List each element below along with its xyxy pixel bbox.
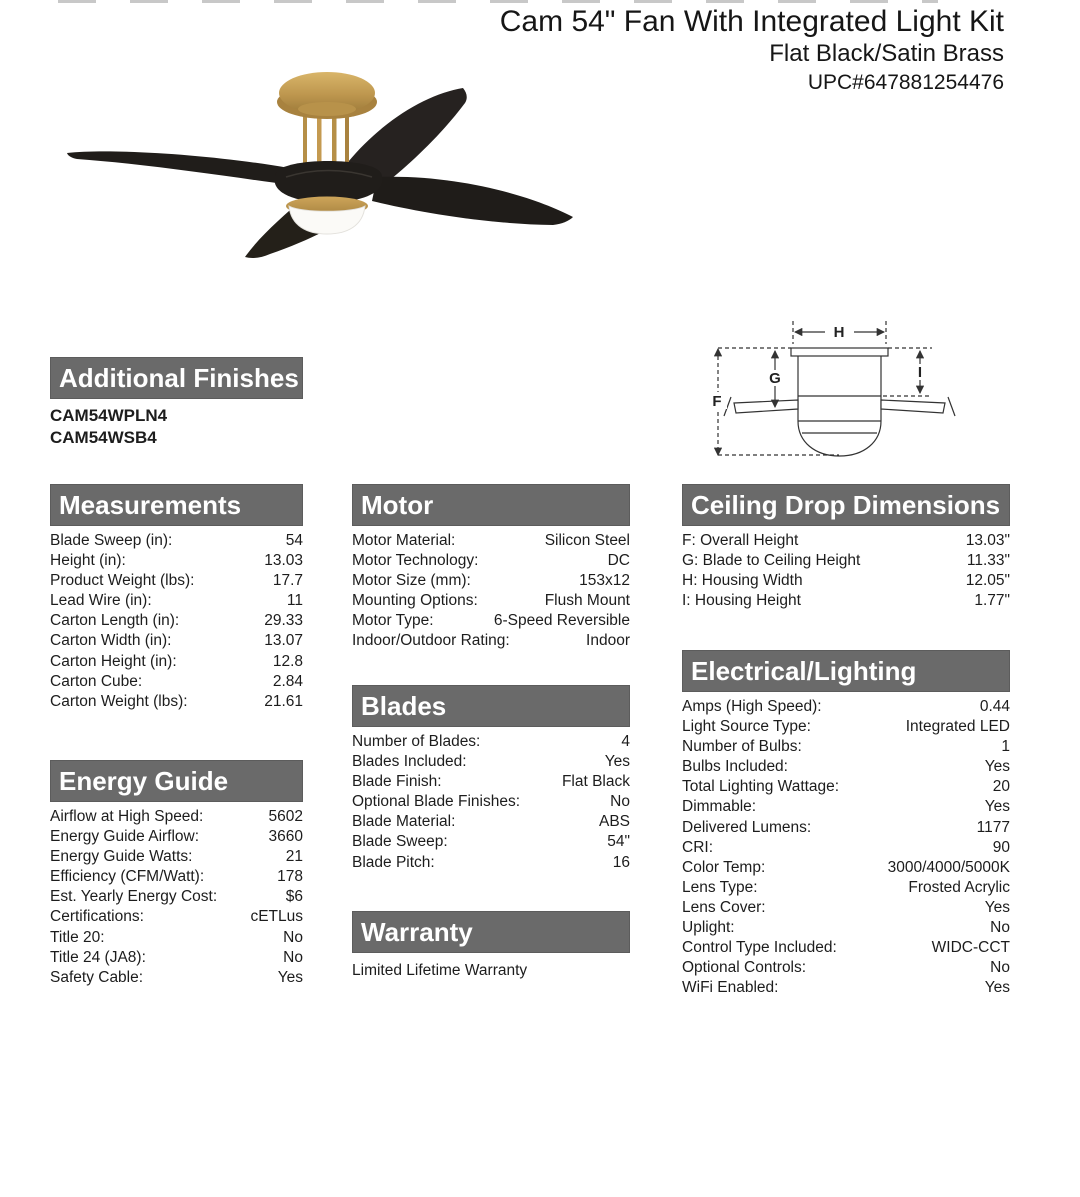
spec-row bbox=[352, 611, 630, 631]
fan-blade-right bbox=[372, 177, 573, 225]
blades-section bbox=[352, 685, 630, 873]
spec-value: 1 bbox=[1001, 738, 1010, 756]
spec-label: Uplight: bbox=[682, 919, 735, 937]
finish-sku: CAM54WSB4 bbox=[50, 428, 157, 447]
spec-row bbox=[352, 853, 630, 873]
spec-value: 0.44 bbox=[979, 698, 1010, 715]
spec-value: 1177 bbox=[976, 818, 1010, 836]
spec-label: Blades Included: bbox=[352, 753, 467, 771]
spec-label: Carton Width (in): bbox=[50, 632, 172, 650]
spec-row bbox=[352, 551, 630, 571]
spec-value: 21.61 bbox=[264, 692, 303, 710]
spec-label: Optional Controls: bbox=[682, 959, 807, 977]
spec-row bbox=[682, 938, 1010, 958]
spec-label: Mounting Options: bbox=[352, 592, 478, 610]
spec-row bbox=[682, 551, 1010, 571]
blades-heading: Blades bbox=[352, 685, 630, 727]
spec-label: Blade Sweep (in): bbox=[50, 532, 173, 549]
measurements-section bbox=[50, 484, 303, 712]
electrical-lighting-rows bbox=[682, 697, 1010, 998]
spec-label: Motor Material: bbox=[352, 532, 456, 549]
spec-value: 17.7 bbox=[272, 572, 303, 590]
spec-value: Silicon Steel bbox=[544, 532, 630, 549]
diagram-label-i: I bbox=[917, 364, 923, 381]
spec-value: WIDC-CCT bbox=[931, 939, 1010, 957]
spec-row bbox=[682, 978, 1010, 998]
spec-row bbox=[50, 672, 303, 692]
spec-value: cETLus bbox=[250, 908, 303, 926]
spec-row bbox=[352, 792, 630, 812]
electrical-lighting-section bbox=[682, 650, 1010, 998]
spec-label: Number of Blades: bbox=[352, 733, 481, 750]
ceiling-drop-heading: Ceiling Drop Dimensions bbox=[682, 484, 1010, 526]
spec-label: Delivered Lumens: bbox=[682, 818, 812, 836]
blades-rows bbox=[352, 732, 630, 873]
spec-value: 13.03" bbox=[965, 532, 1010, 549]
product-image-fan bbox=[55, 60, 645, 305]
spec-value: 153x12 bbox=[579, 572, 630, 590]
additional-finishes-heading: Additional Finishes bbox=[50, 357, 303, 399]
spec-row bbox=[682, 757, 1010, 777]
motor-rows bbox=[352, 531, 630, 652]
spec-value: 16 bbox=[612, 853, 630, 871]
spec-value: $6 bbox=[285, 888, 303, 906]
fan-downrod bbox=[303, 111, 307, 165]
spec-label: CRI: bbox=[682, 838, 713, 856]
fan-blade-left bbox=[67, 151, 291, 185]
ceiling-drop-rows bbox=[682, 531, 1010, 611]
spec-value: 54 bbox=[285, 532, 303, 549]
spec-row bbox=[50, 827, 303, 847]
spec-value: 54" bbox=[607, 833, 630, 851]
spec-label: Motor Type: bbox=[352, 612, 434, 630]
spec-value: 11.33" bbox=[966, 552, 1010, 570]
spec-value: 11 bbox=[286, 592, 303, 610]
spec-row bbox=[352, 772, 630, 792]
motor-section bbox=[352, 484, 630, 652]
spec-value: 4 bbox=[621, 733, 630, 750]
spec-label: Motor Technology: bbox=[352, 552, 479, 570]
spec-row bbox=[50, 611, 303, 631]
spec-row bbox=[682, 777, 1010, 797]
spec-row bbox=[50, 948, 303, 968]
spec-value: Yes bbox=[277, 968, 303, 986]
energy-guide-section bbox=[50, 760, 303, 988]
spec-value: Flat Black bbox=[561, 773, 630, 791]
spec-label: G: Blade to Ceiling Height bbox=[682, 552, 861, 570]
spec-label: Carton Cube: bbox=[50, 672, 143, 690]
diagram-label-f: F bbox=[712, 393, 722, 410]
spec-value: DC bbox=[607, 552, 630, 570]
spec-value: No bbox=[610, 793, 630, 811]
fan-downrod bbox=[345, 111, 349, 165]
spec-row bbox=[352, 591, 630, 611]
spec-label: Carton Height (in): bbox=[50, 652, 177, 670]
spec-row bbox=[682, 737, 1010, 757]
spec-value: 21 bbox=[285, 848, 303, 866]
page-title: Cam 54" Fan With Integrated Light Kit bbox=[499, 5, 1004, 38]
spec-row bbox=[50, 652, 303, 672]
spec-label: Blade Pitch: bbox=[352, 853, 435, 871]
spec-label: Optional Blade Finishes: bbox=[352, 793, 521, 811]
spec-value: 12.8 bbox=[272, 652, 303, 670]
spec-row bbox=[50, 591, 303, 611]
measurements-rows bbox=[50, 531, 303, 712]
upc-code: UPC#647881254476 bbox=[807, 71, 1004, 94]
spec-row bbox=[50, 571, 303, 591]
spec-row bbox=[50, 968, 303, 988]
spec-label: Blade Sweep: bbox=[352, 833, 448, 851]
diagram-label-h: H bbox=[833, 324, 845, 341]
additional-finishes-list bbox=[50, 405, 303, 449]
spec-label: Title 20: bbox=[50, 928, 105, 946]
spec-label: Product Weight (lbs): bbox=[50, 572, 195, 590]
spec-row bbox=[50, 867, 303, 887]
spec-value: 13.03 bbox=[264, 552, 303, 570]
spec-label: Bulbs Included: bbox=[682, 758, 788, 776]
spec-row bbox=[50, 928, 303, 948]
spec-label: Height (in): bbox=[50, 552, 126, 570]
spec-label: Title 24 (JA8): bbox=[50, 948, 146, 966]
spec-row bbox=[682, 531, 1010, 551]
spec-row bbox=[682, 717, 1010, 737]
spec-row bbox=[50, 551, 303, 571]
spec-value: 20 bbox=[992, 778, 1010, 796]
spec-row bbox=[352, 832, 630, 852]
spec-row bbox=[682, 898, 1010, 918]
spec-label: Energy Guide Airflow: bbox=[50, 828, 200, 846]
ceiling-drop-section bbox=[682, 484, 1010, 611]
spec-value: No bbox=[283, 928, 303, 946]
spec-value: No bbox=[990, 959, 1010, 977]
energy-guide-rows bbox=[50, 807, 303, 988]
spec-row bbox=[352, 812, 630, 832]
spec-row bbox=[682, 858, 1010, 878]
spec-value: Frosted Acrylic bbox=[908, 878, 1010, 896]
spec-value: Yes bbox=[604, 753, 630, 771]
spec-label: Airflow at High Speed: bbox=[50, 808, 204, 825]
spec-label: Dimmable: bbox=[682, 798, 757, 816]
ceiling-drop-diagram bbox=[698, 313, 1013, 465]
spec-row bbox=[682, 838, 1010, 858]
additional-finishes-section bbox=[50, 357, 303, 449]
spec-label: Certifications: bbox=[50, 908, 144, 926]
spec-value: Yes bbox=[984, 898, 1010, 916]
spec-value: Yes bbox=[984, 758, 1010, 776]
spec-value: No bbox=[283, 948, 303, 966]
spec-value: No bbox=[990, 919, 1010, 937]
spec-value: Yes bbox=[984, 979, 1010, 997]
spec-row bbox=[352, 571, 630, 591]
spec-value: Indoor bbox=[586, 632, 630, 650]
spec-label: Motor Size (mm): bbox=[352, 572, 471, 590]
spec-row bbox=[682, 797, 1010, 817]
spec-value: 90 bbox=[992, 838, 1010, 856]
spec-label: H: Housing Width bbox=[682, 572, 803, 590]
warranty-section bbox=[352, 911, 630, 980]
spec-row bbox=[352, 732, 630, 752]
diagram-label-g: G bbox=[769, 370, 781, 387]
spec-label: Indoor/Outdoor Rating: bbox=[352, 632, 510, 650]
spec-value: 178 bbox=[277, 868, 303, 886]
spec-value: Yes bbox=[984, 798, 1010, 816]
spec-value: Integrated LED bbox=[905, 718, 1010, 736]
spec-label: Safety Cable: bbox=[50, 968, 144, 986]
spec-row bbox=[50, 692, 303, 712]
spec-row bbox=[352, 631, 630, 651]
spec-label: Control Type Included: bbox=[682, 939, 837, 957]
spec-label: Est. Yearly Energy Cost: bbox=[50, 888, 218, 906]
spec-row bbox=[682, 697, 1010, 717]
spec-label: Light Source Type: bbox=[682, 718, 811, 736]
spec-label: Carton Weight (lbs): bbox=[50, 692, 188, 710]
spec-value: Flush Mount bbox=[544, 592, 630, 610]
cropped-header-remnant bbox=[58, 0, 938, 3]
spec-row bbox=[50, 807, 303, 827]
electrical-lighting-heading: Electrical/Lighting bbox=[682, 650, 1010, 692]
spec-row bbox=[50, 531, 303, 551]
spec-label: Color Temp: bbox=[682, 858, 766, 876]
spec-label: Lens Type: bbox=[682, 878, 758, 896]
spec-value: 6-Speed Reversible bbox=[493, 612, 630, 630]
energy-guide-heading: Energy Guide bbox=[50, 760, 303, 802]
spec-row bbox=[50, 887, 303, 907]
spec-label: Lens Cover: bbox=[682, 898, 766, 916]
spec-value: 12.05" bbox=[965, 572, 1010, 590]
finish-name: Flat Black/Satin Brass bbox=[769, 40, 1004, 67]
spec-row bbox=[352, 531, 630, 551]
finish-sku: CAM54WPLN4 bbox=[50, 406, 168, 425]
spec-value: 3660 bbox=[268, 828, 303, 846]
spec-label: Amps (High Speed): bbox=[682, 698, 822, 715]
spec-row bbox=[682, 878, 1010, 898]
spec-row bbox=[682, 571, 1010, 591]
spec-label: F: Overall Height bbox=[682, 532, 799, 549]
spec-value: 29.33 bbox=[264, 612, 303, 630]
spec-row bbox=[352, 752, 630, 772]
spec-value: 5602 bbox=[268, 808, 303, 825]
spec-label: Blade Finish: bbox=[352, 773, 442, 791]
motor-heading: Motor bbox=[352, 484, 630, 526]
spec-value: ABS bbox=[598, 813, 630, 831]
spec-value: 1.77" bbox=[974, 592, 1010, 610]
spec-label: Efficiency (CFM/Watt): bbox=[50, 868, 205, 886]
spec-row bbox=[50, 907, 303, 927]
measurements-heading: Measurements bbox=[50, 484, 303, 526]
fan-canopy-collar bbox=[298, 102, 356, 116]
spec-value: 13.07 bbox=[264, 632, 303, 650]
spec-label: Energy Guide Watts: bbox=[50, 848, 193, 866]
spec-value: 3000/4000/5000K bbox=[887, 858, 1010, 876]
warranty-heading: Warranty bbox=[352, 911, 630, 953]
spec-row bbox=[50, 631, 303, 651]
spec-row bbox=[682, 958, 1010, 978]
spec-label: WiFi Enabled: bbox=[682, 979, 779, 997]
spec-row bbox=[682, 918, 1010, 938]
spec-label: Total Lighting Wattage: bbox=[682, 778, 840, 796]
spec-label: I: Housing Height bbox=[682, 592, 801, 610]
spec-label: Carton Length (in): bbox=[50, 612, 180, 630]
spec-label: Lead Wire (in): bbox=[50, 592, 152, 610]
spec-label: Blade Material: bbox=[352, 813, 456, 831]
spec-row bbox=[682, 591, 1010, 611]
warranty-text: Limited Lifetime Warranty bbox=[352, 962, 528, 979]
spec-label: Number of Bulbs: bbox=[682, 738, 802, 756]
spec-row bbox=[50, 847, 303, 867]
spec-value: 2.84 bbox=[272, 672, 303, 690]
spec-row bbox=[682, 818, 1010, 838]
